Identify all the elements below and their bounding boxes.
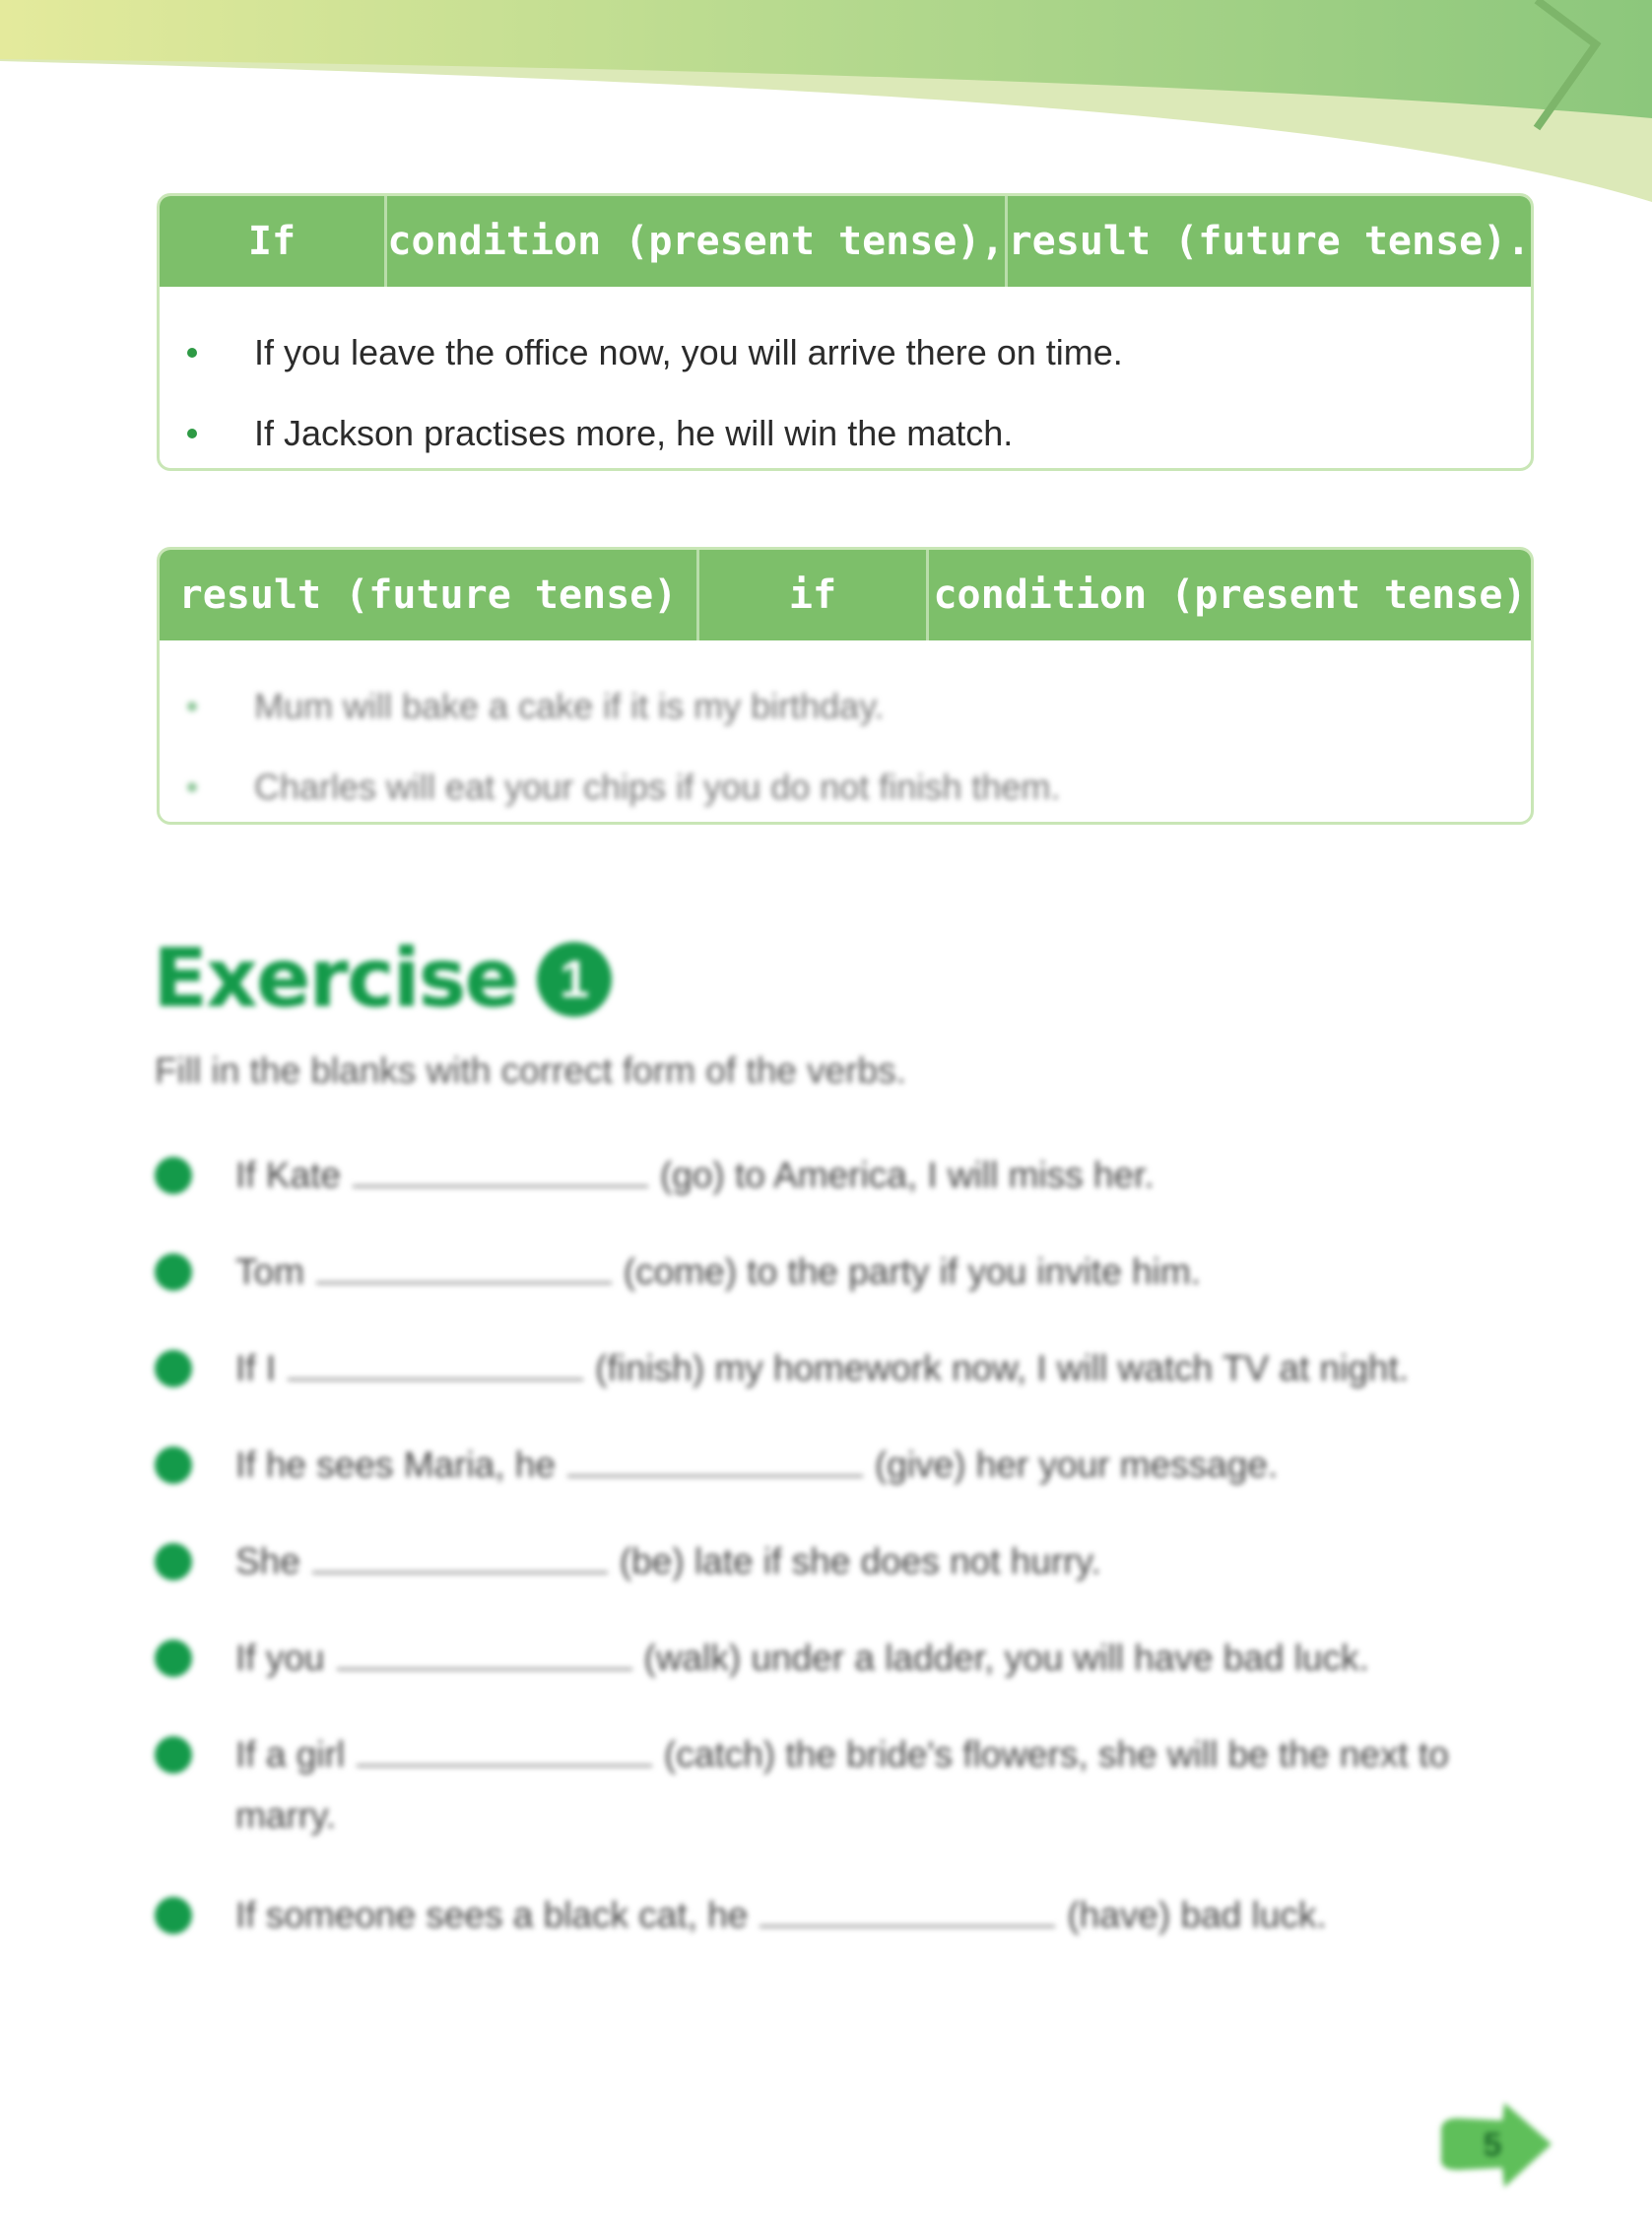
answer-blank[interactable] <box>760 1888 1055 1927</box>
rule-examples <box>160 287 1531 471</box>
rule-examples <box>160 640 1531 825</box>
bullet-icon <box>187 702 197 711</box>
item-text-before: She <box>235 1541 300 1581</box>
item-text-after: (walk) under a ladder, you will have bad luck. <box>643 1638 1369 1678</box>
example-sentence <box>160 312 1531 393</box>
item-text-after: (catch) the bride's flowers, she will be the next to marry. <box>235 1734 1449 1836</box>
exercise-item <box>155 1628 1553 1724</box>
exercise-item <box>155 1531 1553 1628</box>
exercise-heading <box>153 932 612 1026</box>
rule-table-result-first <box>157 547 1534 825</box>
item-text-after: (be) late if she does not hurry. <box>619 1541 1101 1581</box>
exercise-item <box>155 1242 1553 1338</box>
item-text-after: (give) her your message. <box>874 1445 1279 1485</box>
bullet-icon <box>155 1157 192 1194</box>
exercise-items <box>155 1145 1553 1982</box>
answer-blank[interactable] <box>567 1438 863 1477</box>
item-text-after: (have) bad luck. <box>1067 1895 1327 1935</box>
example-sentence <box>160 393 1531 471</box>
item-text-before: If someone sees a black cat, he <box>235 1895 749 1935</box>
page-number-tab <box>1433 2099 1557 2193</box>
item-text-after: (finish) my homework now, I will watch TV at night. <box>595 1348 1410 1388</box>
header-cell-if: If <box>160 196 387 287</box>
example-text: Charles will eat your chips if you do not finish them. <box>254 767 1061 807</box>
example-text: Mum will bake a cake if it is my birthday. <box>254 686 885 726</box>
answer-blank[interactable] <box>316 1244 612 1284</box>
bullet-icon <box>187 782 197 792</box>
arrow-tab-icon <box>1433 2099 1557 2193</box>
bullet-icon <box>155 1640 192 1677</box>
example-text: If Jackson practises more, he will win the match. <box>254 413 1014 453</box>
top-banner-decoration <box>0 0 1652 217</box>
exercise-item <box>155 1435 1553 1531</box>
bullet-icon <box>187 348 197 358</box>
exercise-item <box>155 1145 1553 1242</box>
bullet-icon <box>155 1897 192 1934</box>
item-text-before: If I <box>235 1348 277 1388</box>
rule-table-header <box>160 550 1531 640</box>
exercise-item <box>155 1885 1553 1982</box>
bullet-icon <box>187 429 197 438</box>
bullet-icon <box>155 1253 192 1291</box>
bullet-icon <box>155 1543 192 1580</box>
answer-blank[interactable] <box>312 1534 608 1574</box>
item-text-before: If you <box>235 1638 325 1678</box>
bullet-icon <box>155 1446 192 1484</box>
header-cell-condition: condition (present tense), <box>387 196 1008 287</box>
rule-table-header <box>160 196 1531 287</box>
item-text-before: Tom <box>235 1251 304 1292</box>
rule-table-if-first <box>157 193 1534 471</box>
item-text-after: (go) to America, I will miss her. <box>659 1155 1155 1195</box>
header-cell-result: result (future tense). <box>1008 219 1531 264</box>
exercise-instruction: Fill in the blanks with correct form of the verbs. <box>155 1050 906 1091</box>
example-sentence <box>160 666 1531 747</box>
exercise-item <box>155 1338 1553 1435</box>
exercise-item <box>155 1724 1553 1885</box>
page-number: 5 <box>1483 2126 1502 2164</box>
item-text-before: If Kate <box>235 1155 341 1195</box>
bullet-icon <box>155 1350 192 1387</box>
answer-blank[interactable] <box>337 1631 632 1670</box>
exercise-title: Exercise <box>153 932 518 1026</box>
header-cell-result: result (future tense) <box>160 550 699 640</box>
example-sentence <box>160 747 1531 825</box>
header-cell-if: if <box>699 550 929 640</box>
item-text-before: If a girl <box>235 1734 346 1775</box>
example-text: If you leave the office now, you will arrive there on time. <box>254 332 1123 372</box>
item-text-after: (come) to the party if you invite him. <box>623 1251 1201 1292</box>
item-text-before: If he sees Maria, he <box>235 1445 556 1485</box>
answer-blank[interactable] <box>357 1727 652 1767</box>
header-cell-condition: condition (present tense) <box>933 572 1527 618</box>
bullet-icon <box>155 1736 192 1774</box>
answer-blank[interactable] <box>288 1341 583 1380</box>
answer-blank[interactable] <box>353 1148 648 1187</box>
exercise-number-badge: 1 <box>537 942 612 1017</box>
